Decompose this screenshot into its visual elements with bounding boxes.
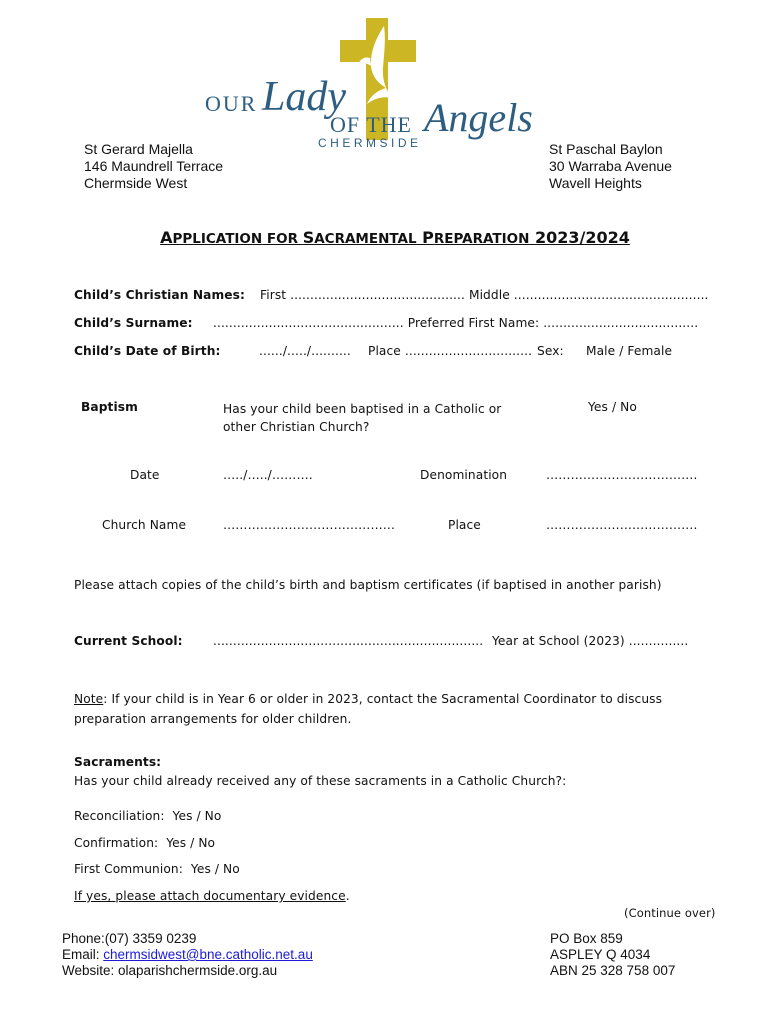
denomination-field[interactable]: ………………………………. (546, 468, 698, 482)
document-title: APPLICATION FOR SACRAMENTAL PREPARATION 2023/2024 (160, 228, 630, 247)
address-line: Wavell Heights (549, 175, 642, 191)
baptism-date-label: Date (130, 468, 160, 482)
baptism-yes-no[interactable]: Yes / No (588, 400, 637, 414)
left-address (84, 141, 223, 192)
footer-postal (550, 931, 675, 979)
address-line: 30 Warraba Avenue (549, 158, 672, 174)
logo-lady: Lady (262, 74, 346, 120)
logo-angels: Angels (424, 95, 533, 140)
attach-certificates-note: Please attach copies of the child’s birth and baptism certificates (if baptised in another parish) (74, 578, 662, 592)
baptism-label: Baptism (81, 400, 138, 414)
logo-chermside: CHERMSIDE (318, 136, 422, 150)
documentary-evidence-note: If yes, please attach documentary evidence. (74, 889, 350, 903)
logo-of-the: OF THE (330, 112, 412, 137)
sacrament-yes-no[interactable]: Yes / No (172, 809, 222, 823)
sacrament-item-reconciliation: Reconciliation: Yes / No (74, 809, 222, 823)
surname-field[interactable]: ................................................ Preferred First Name: ....................................... (213, 316, 699, 330)
footer-line: ASPLEY Q 4034 (550, 947, 651, 962)
footer-website: Website: olaparishchermside.org.au (62, 963, 278, 978)
sacrament-item-first-communion: First Communion: Yes / No (74, 862, 240, 876)
address-line: St Gerard Majella (84, 141, 193, 157)
dob-label: Child’s Date of Birth: (74, 344, 221, 358)
footer-contact (62, 931, 313, 979)
footer-phone: Phone:(07) 3359 0239 (62, 931, 197, 946)
email-link[interactable]: chermsidwest@bne.catholic.net.au (103, 947, 313, 962)
sacrament-yes-no[interactable]: Yes / No (166, 836, 216, 850)
sex-label: Sex: (537, 344, 564, 358)
sacrament-yes-no[interactable]: Yes / No (190, 862, 240, 876)
address-line: Chermside West (84, 175, 188, 191)
baptism-question: Has your child been baptised in a Catholic or other Christian Church? (223, 402, 502, 434)
current-school-field[interactable]: .................................................................... (213, 634, 484, 648)
older-children-note: Note: If your child is in Year 6 or older in 2023, contact the Sacramental Coordinator to discuss preparation arrangements for older children. (74, 692, 663, 726)
sacrament-item-confirmation: Confirmation: Yes / No (74, 836, 216, 850)
sacraments-heading: Sacraments: (74, 755, 162, 769)
sex-options[interactable]: Male / Female (586, 344, 673, 358)
footer-email-line: Email: chermsidwest@bne.catholic.net.au (62, 947, 313, 962)
continue-over: (Continue over) (624, 906, 716, 920)
baptism-place-field[interactable]: ………………………………. (546, 518, 698, 532)
christian-names-field[interactable]: First ............................................ Middle ................................................. (260, 288, 709, 302)
baptism-place-label: Place (448, 518, 481, 532)
footer-line: ABN 25 328 758 007 (550, 963, 676, 978)
current-school-label: Current School: (74, 634, 183, 648)
christian-names-label: Child’s Christian Names: (74, 288, 245, 302)
footer-line: PO Box 859 (550, 931, 623, 946)
logo-our: OUR (205, 91, 258, 116)
birth-place-field[interactable]: Place ................................ (368, 344, 533, 358)
surname-label: Child’s Surname: (74, 316, 193, 330)
church-name-field[interactable]: …………………………………… (223, 518, 396, 532)
church-name-label: Church Name (102, 518, 187, 532)
address-line: St Paschal Baylon (549, 141, 663, 157)
sacraments-question: Has your child already received any of these sacraments in a Catholic Church?: (74, 774, 567, 788)
year-at-school-field[interactable]: Year at School (2023) ............... (492, 634, 689, 648)
baptism-date-field[interactable]: …../…../………. (223, 468, 313, 482)
denomination-label: Denomination (420, 468, 508, 482)
dob-field[interactable]: ....../...../.......... (259, 344, 351, 358)
address-line: 146 Maundrell Terrace (84, 158, 224, 174)
right-address (549, 141, 672, 192)
